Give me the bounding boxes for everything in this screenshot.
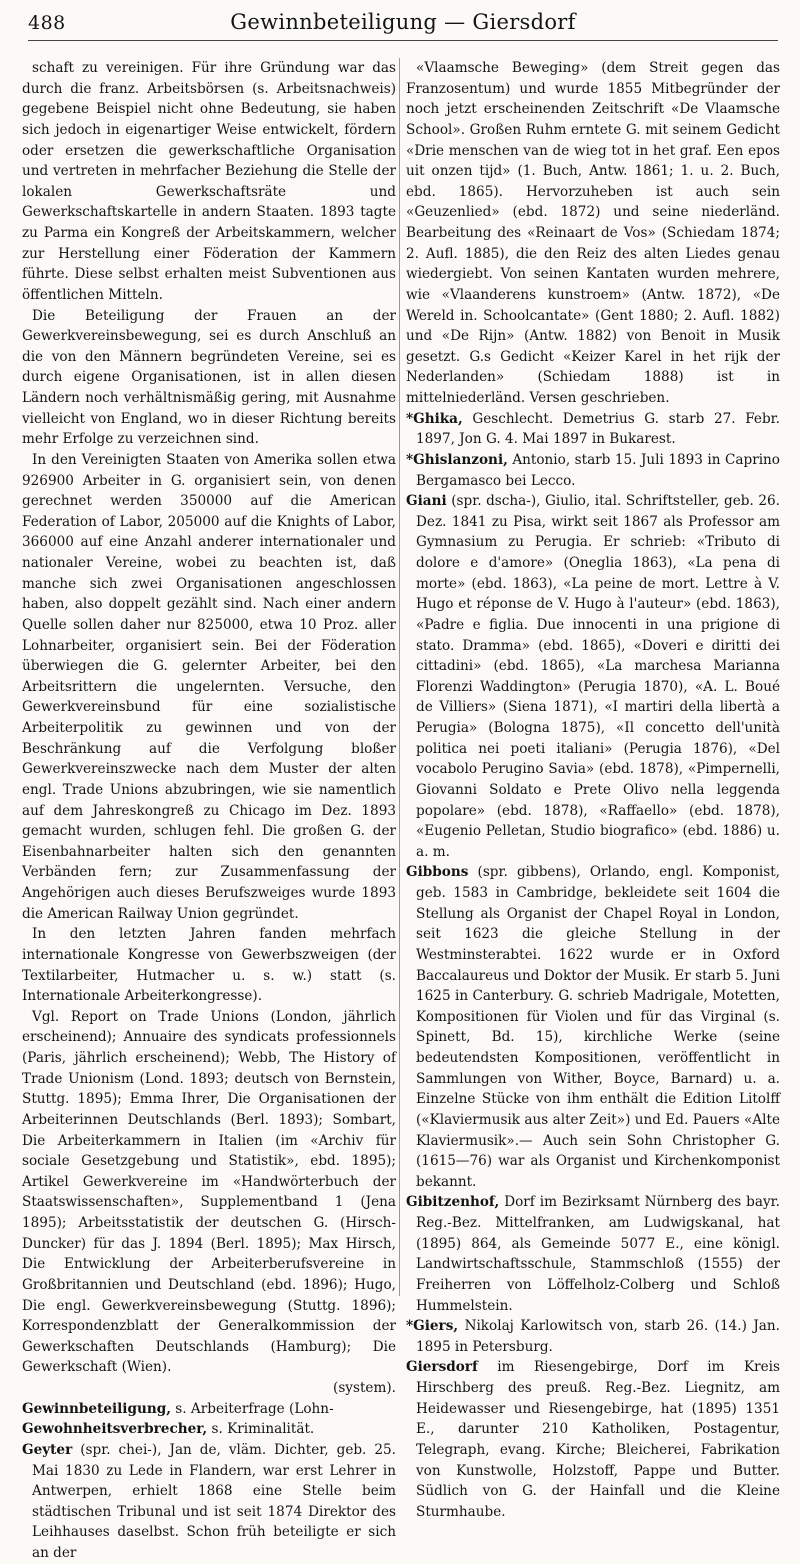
dictionary-entry [406,1357,780,1522]
entry-headword: *Ghika, [406,410,463,427]
entry-headword: Gewohnheitsverbrecher, [22,1421,208,1438]
entry-text: (spr. chei-), Jan de, vläm. Dichter, geb. 25. Mai 1830 zu Lede in Flandern, war erst Lehrer in Antwerpen, erhielt 1868 eine Stelle beim städtischen Tribunal und ist seit 1874 Direktor des Leihhauses daselbst. Schon früh beteiligte er sich an der [32,1441,396,1561]
dictionary-entry [406,409,780,450]
entry-headword: Giersdorf [406,1359,478,1376]
entry-headword: Giani [406,493,447,510]
entry-headword: Gibitzenhof, [406,1194,500,1211]
entry-headword: *Giers, [406,1318,459,1335]
dictionary-entry [406,450,780,491]
header-rule [28,40,778,41]
body-paragraph: Vgl. Report on Trade Unions (London, jährlich erscheinend); Annuaire des syndicats professionnels (Paris, jährlich erscheinend); Webb, The History of Trade Unionism (Lond. 1893; deutsch von Bernstein, Stuttg. 1895); Emma Ihrer, Die Organisationen der Arbeiterinnen Deutschlands (Berl. 1893); Sombart, Die Arbeiterkammern in Italien (im «Archiv für sociale Gesetzgebung und Statistik», ebd. 1895); Artikel Gewerkvereine im «Handwörterbuch der Staatswissenschaften», Supplementband 1 (Jena 1895); Arbeitsstatistik der deutschen G. (Hirsch-Duncker) für das J. 1894 (Berl. 1895); Max Hirsch, Die Entwicklung der Arbeiterberufsvereine in Großbritannien und Deutschland (ebd. 1896); Hugo, Die engl. Gewerkvereinsbewegung (Stuttg. 1896); Korrespondenzblatt der Generalkommission der Gewerkschaften Deutschlands (Hamburg); Die Gewerkschaft (Wien). [22,1008,396,1376]
body-paragraph: «Vlaamsche Beweging» (dem Streit gegen das Franzosentum) und wurde 1855 Mitbegründer der noch jetzt erscheinenden Zeitschrift «De Vlaamsche School». Großen Ruhm erntete G. mit seinem Gedicht «Drie menschen van de wieg tot in het graf. Een epos uit onzen tijd» (1. Buch, Antw. 1861; 1. u. 2. Buch, ebd. 1865). Hervorzuheben ist auch sein «Geuzenlied» (ebd. 1872) und seine niederländ. Bearbeitung des «Reinaart de Vos» (Schiedam 1874; 2. Aufl. 1885), die den Reiz des alten Liedes genau wiedergiebt. Von seinen Kantaten wurden mehrere, wie «Vlaanderens kunstroem» (Antw. 1872), «De Wereld in. Schoolcantate» (Gent 1880; 2. Aufl. 1882) und «De Rijn» (Antw. 1882) von Benoit in Musik gesetzt. G.s Gedicht «Keizer Karel in het rijk der Nederlanden» (Schiedam 1888) ist in mittelniederländ. Versen geschrieben. [406,60,780,406]
entry-headword: Geyter [22,1441,73,1458]
dictionary-entry [406,491,780,862]
dictionary-entry [406,1316,780,1357]
body-paragraph: schaft zu vereinigen. Für ihre Gründung war das durch die franz. Arbeitsbörsen (s. Arbeitsnachweis) gegebene Beispiel nicht ohne Bedeutung, sie haben sich jedoch in eigenartiger Weise entwickelt, fördern oder ersetzen die gewerkschaftliche Organisation und vertreten in mehrfacher Beziehung die Stelle der lokalen Gewerkschaftsräte und Gewerkschaftskartelle in andern Staaten. 1893 tagte zu Parma ein Kongreß der Arbeitskammern, welcher zur Herstellung einer Föderation der Kammern führte. Diese selbst erhalten meist Subventionen aus öffentlichen Mitteln. [22,60,396,303]
entry-text: Nikolaj Karlowitsch von, starb 26. (14.) Jan. 1895 in Petersburg. [416,1318,780,1355]
page-number: 488 [28,12,66,34]
right-column [406,58,780,1520]
entry-text: (spr. dscha-), Giulio, ital. Schriftsteller, geb. 26. Dez. 1841 zu Pisa, wirkt seit 1867 als Professor am Gymnasium zu Perugia. Er schrieb: «Tributo di dolore e d'amore» (Oneglia 1863), «La pena di morte» (ebd. 1863), «La peine de mort. Lettre à V. Hugo et réponse de V. Hugo à l'auteur» (ebd. 1863), «Padre e figlia. Due innocenti in una prigione di stato. Dramma» (ebd. 1865), «Doveri e diritti dei cittadini» (ebd. 1865), «La marchesa Marianna Florenzi Waddington» (Perugia 1870), «A. L. Boué de Villiers» (Siena 1871), «I martiri della libertà a Perugia» (Bologna 1875), «Il concetto dell'unità politica nei poeti italiani» (Perugia 1876), «Del vocabolo Perugino Savia» (ebd. 1878), «Pimpernelli, Giovanni Soldato e Prete Olivo nella leggenda popolare» (ebd. 1878), «Raffaello» (ebd. 1878), «Eugenio Pelletan, Studio biografico» (ebd. 1886) u. a. m. [416,493,780,860]
entry-headword: Gibbons [406,864,469,881]
entry-text: Dorf im Bezirksamt Nürnberg des bayr. Reg.-Bez. Mittelfranken, am Ludwigskanal, hat (1895) 864, als Gemeinde 5077 E., eine königl. Landwirtschaftsschule, Stammschloß (1555) der Freiherren von Löffelholz-Colberg und Schloß Hummelstein. [416,1194,780,1314]
entry-text: Antonio, starb 15. Juli 1893 in Caprino Bergamasco bei Lecco. [416,451,780,489]
dictionary-entry [406,1192,780,1316]
entry-text: Geschlecht. Demetrius G. starb 27. Febr. 1897, Jon G. 4. Mai 1897 in Bukarest. [416,410,780,448]
entry-text: (spr. gibbens), Orlando, engl. Komponist, geb. 1583 in Cambridge, bekleidete seit 1604 die Stellung als Organist der Chapel Royal in London, seit 1623 die gleiche Stellung in der Westminsterabtei. 1622 wurde er in Oxford Baccalaureus und Doktor der Musik. Er starb 5. Juni 1625 in Canterbury. G. schrieb Madrigale, Motetten, Kompositionen für Violen und für das Virginal (s. Spinett, Bd. 15), kirchliche Werke (seine bedeutendsten Kompositionen, veröffentlicht in Sammlungen von Wither, Boyce, Barnard) u. a. Einzelne Stücke von ihm enthält die Edition Litolff («Klaviermusik aus alter Zeit») und Ed. Pauers «Alte Klaviermusik».— Auch sein Sohn Christopher G. (1615—76) war als Organist und Kirchenkomponist bekannt. [416,864,780,1190]
page-header [28,6,778,38]
body-paragraph: Die Beteiligung der Frauen an der Gewerkvereinsbewegung, sei es durch Anschluß an die von den Männern begründeten Vereine, sei es durch eigene Organisationen, ist in allen diesen Ländern noch verhältnismäßig gering, mit Ausnahme vielleicht von England, wo in dieser Richtung bereits mehr Erfolge zu verzeichnen sind. [22,307,396,448]
column-divider [399,58,400,1296]
entry-headword: *Ghislanzoni, [406,451,508,468]
entry-text: s. Arbeiterfrage (Lohn- [170,1400,334,1417]
dictionary-entry [406,862,780,1192]
continuation-fragment: (system). [333,1380,396,1396]
left-column [22,58,396,1561]
dictionary-entry [22,1399,396,1420]
entry-headword: Gewinnbeteiligung, [22,1400,171,1417]
entry-text: im Riesengebirge, Dorf im Kreis Hirschberg des preuß. Reg.-Bez. Liegnitz, am Heidewasser und Riesengebirge, hat (1895) 1351 E., darunter 210 Katholiken, Postagentur, Telegraph, evang. Kirche; Bleicherei, Fabrikation von Kunstwolle, Holzstoff, Pappe und Butter. Südlich von G. der Hainfall und die Kleine Sturmhaube. [416,1359,780,1520]
entry-text: s. Kriminalität. [207,1421,315,1438]
running-title: Gewinnbeteiligung — Giersdorf [230,10,576,34]
dictionary-entry [22,1419,396,1440]
body-paragraph: In den Vereinigten Staaten von Amerika sollen etwa 926900 Arbeiter in G. organisiert sein, von denen gerechnet werden 350000 auf die American Federation of Labor, 205000 auf die Knights of Labor, 366000 auf eine Anzahl anderer internationaler und nationaler Vereine, wobei zu beachten ist, daß manche sich zwei Organisationen angeschlossen haben, also doppelt gezählt sind. Nach einer andern Quelle sollen daher nur 825000, etwa 10 Proz. aller Lohnarbeiter, organisiert sein. Bei der Föderation überwiegen die G. gelernter Arbeiter, bei den Arbeitsrittern die ungelernten. Versuche, den Gewerkvereinsbund für eine sozialistische Arbeiterpolitik zu gewinnen und von der Beschränkung auf die Verfolgung bloßer Gewerkvereinszwecke nach dem Muster der alten engl. Trade Unions abzubringen, wie sie namentlich auf dem Jahreskongreß zu Chicago im Dez. 1893 gemacht wurden, schlugen fehl. Die großen G. der Eisenbahnarbeiter halten sich den genannten Verbänden fern; zur Zusammenfassung der Angehörigen auch dieses Berufszweiges wurde 1893 die American Railway Union gegründet. [22,451,396,922]
dictionary-entry [22,1440,396,1564]
body-paragraph: In den letzten Jahren fanden mehrfach internationale Kongresse von Gewerbszweigen (der Textilarbeiter, Hutmacher u. s. w.) statt (s. Internationale Arbeiterkongresse). [22,926,396,1005]
